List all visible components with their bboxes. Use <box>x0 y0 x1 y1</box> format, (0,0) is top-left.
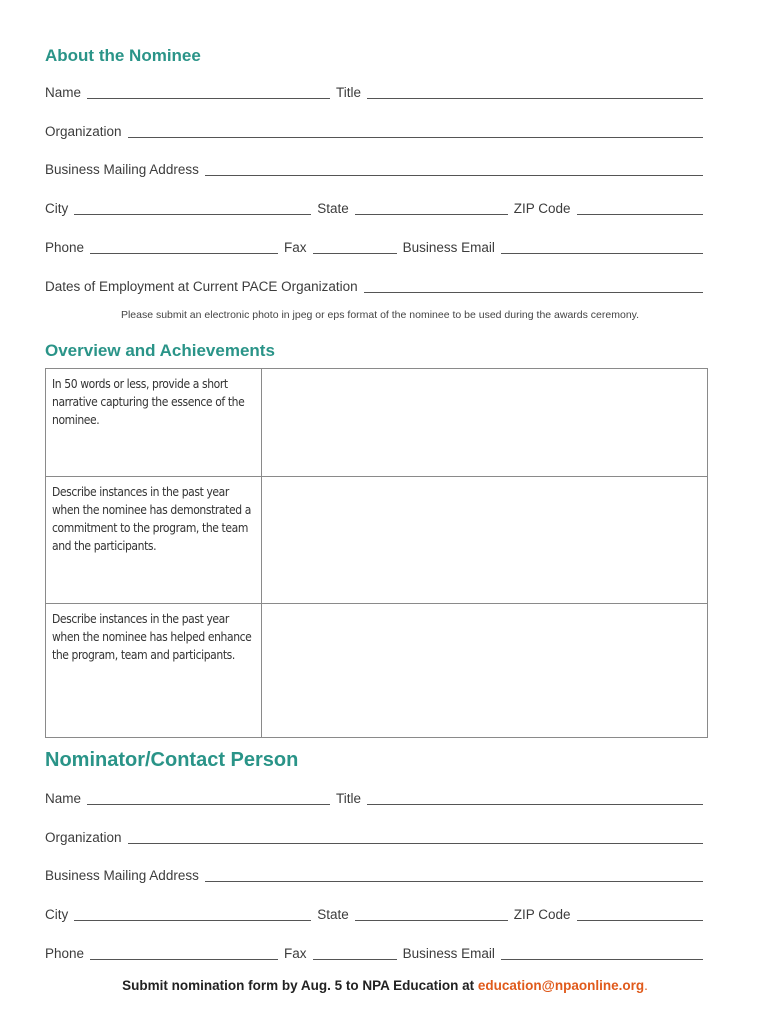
organization-label: Organization <box>45 124 122 139</box>
nominee-employment-dates-field[interactable] <box>364 292 703 293</box>
nominator-email-field[interactable] <box>501 959 703 960</box>
footer-text: Submit nomination form by Aug. 5 to NPA Education at <box>122 978 478 993</box>
nominee-employment-row <box>45 276 703 296</box>
overview-row <box>46 477 708 604</box>
dates-of-employment-label: Dates of Employment at Current PACE Organization <box>45 279 358 294</box>
nominator-name-field[interactable] <box>87 804 330 805</box>
nominee-phone-fax-email-row <box>45 237 703 257</box>
overview-row <box>46 604 708 738</box>
overview-row <box>46 369 708 477</box>
nominator-city-field[interactable] <box>74 920 311 921</box>
phone-label: Phone <box>45 240 85 255</box>
phone-label: Phone <box>45 946 85 961</box>
nominator-phone-field[interactable] <box>90 959 278 960</box>
nominee-city-state-zip-row <box>45 198 703 218</box>
overview-table <box>45 368 708 738</box>
nominee-city-field[interactable] <box>74 214 311 215</box>
overview-answer-commitment[interactable] <box>262 477 708 604</box>
nominee-phone-field[interactable] <box>90 253 278 254</box>
nominee-email-field[interactable] <box>501 253 703 254</box>
state-label: State <box>317 201 349 216</box>
nominee-name-title-row <box>45 82 703 102</box>
organization-label: Organization <box>45 830 122 845</box>
city-label: City <box>45 201 69 216</box>
nominator-state-field[interactable] <box>355 920 508 921</box>
city-label: City <box>45 907 69 922</box>
footer-email-link[interactable]: education@npaonline.org <box>477 978 645 993</box>
nominee-zip-field[interactable] <box>577 214 703 215</box>
nominee-name-field[interactable] <box>87 98 330 99</box>
nominator-address-row <box>45 865 703 885</box>
section-heading-overview: Overview and Achievements <box>45 341 275 360</box>
fax-label: Fax <box>284 946 307 961</box>
nominee-organization-row <box>45 121 703 141</box>
nominator-fax-field[interactable] <box>313 959 397 960</box>
footer-period: . <box>644 978 648 993</box>
nominee-title-field[interactable] <box>367 98 703 99</box>
nominator-phone-fax-email-row <box>45 943 703 963</box>
nominator-city-state-zip-row <box>45 904 703 924</box>
business-email-label: Business Email <box>402 240 495 255</box>
overview-answer-essence[interactable] <box>262 369 708 477</box>
zip-code-label: ZIP Code <box>513 201 571 216</box>
overview-answer-enhance[interactable] <box>262 604 708 738</box>
submission-footer <box>0 978 770 993</box>
nominator-organization-field[interactable] <box>128 843 703 844</box>
nominee-fax-field[interactable] <box>313 253 397 254</box>
nominee-state-field[interactable] <box>355 214 508 215</box>
section-heading-about-nominee: About the Nominee <box>45 46 201 65</box>
nominator-address-field[interactable] <box>205 881 703 882</box>
title-label: Title <box>336 85 362 100</box>
nominator-name-title-row <box>45 788 703 808</box>
state-label: State <box>317 907 349 922</box>
section-heading-nominator: Nominator/Contact Person <box>45 749 299 771</box>
nominator-organization-row <box>45 827 703 847</box>
photo-instruction-note: Please submit an electronic photo in jpeg or eps format of the nominee to be used during the awards ceremony. <box>120 309 640 321</box>
nominator-title-field[interactable] <box>367 804 703 805</box>
overview-prompt-enhance: Describe instances in the past year when the nominee has helped enhance the program, team and participants. <box>46 604 262 738</box>
nominee-organization-field[interactable] <box>128 137 703 138</box>
overview-prompt-essence: In 50 words or less, provide a short narrative capturing the essence of the nominee. <box>46 369 262 477</box>
name-label: Name <box>45 791 82 806</box>
overview-prompt-commitment: Describe instances in the past year when the nominee has demonstrated a commitment to the program, the team and the participants. <box>46 477 262 604</box>
title-label: Title <box>336 791 362 806</box>
business-mailing-address-label: Business Mailing Address <box>45 868 199 883</box>
fax-label: Fax <box>284 240 307 255</box>
zip-code-label: ZIP Code <box>513 907 571 922</box>
business-email-label: Business Email <box>402 946 495 961</box>
name-label: Name <box>45 85 82 100</box>
nominee-address-field[interactable] <box>205 175 703 176</box>
nominee-address-row <box>45 159 703 179</box>
nominator-zip-field[interactable] <box>577 920 703 921</box>
business-mailing-address-label: Business Mailing Address <box>45 162 199 177</box>
